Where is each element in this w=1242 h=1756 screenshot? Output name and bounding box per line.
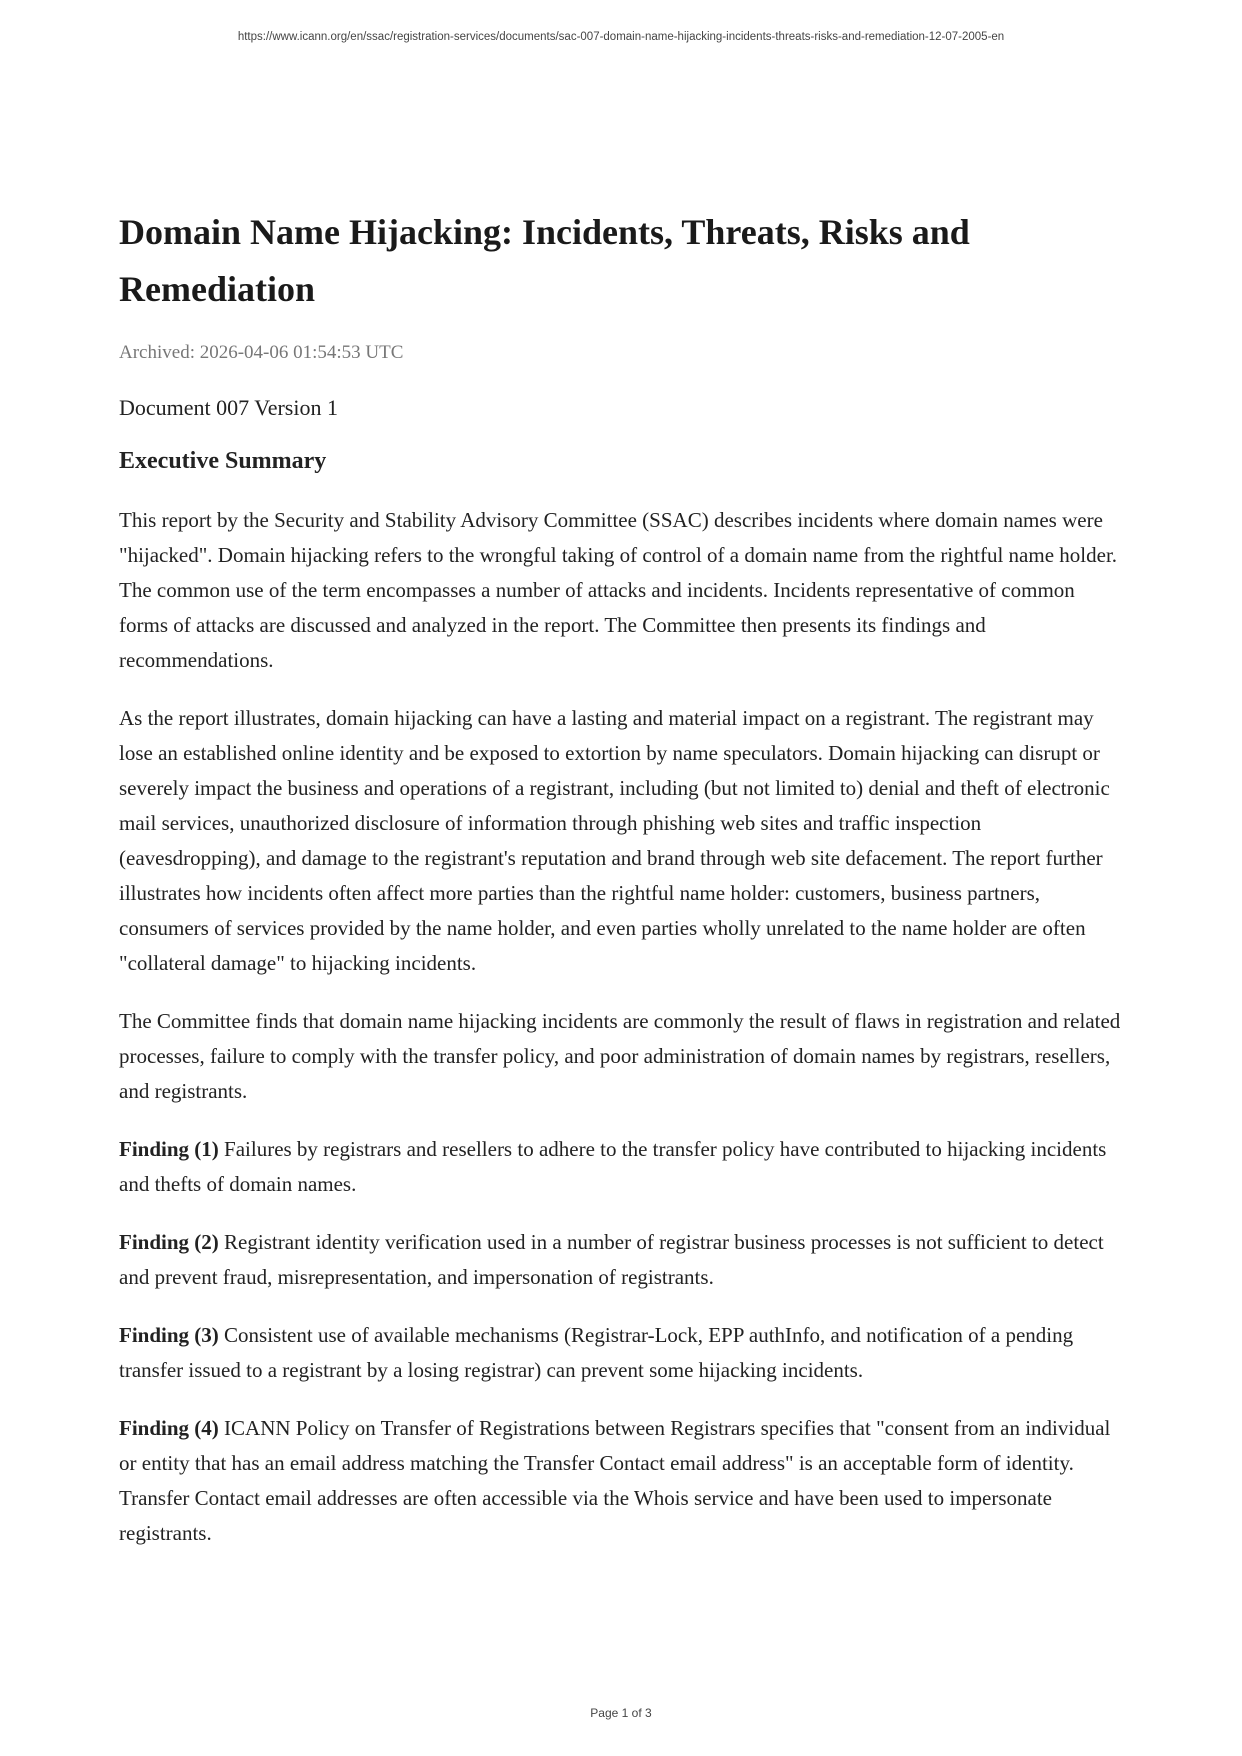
finding-label: Finding (2) — [119, 1230, 219, 1254]
paragraph: The Committee finds that domain name hijacking incidents are commonly the result of flaws in registration and related processes, failure to comply with the transfer policy, and poor administration of domain names by registrars, resellers, and registrants. — [119, 1009, 1121, 1103]
finding-4 — [119, 1411, 1125, 1551]
page-url-header: https://www.icann.org/en/ssac/registration-services/documents/sac-007-domain-name-hijacking-incidents-threats-risks-and-remediation-12-07-2005-en — [237, 31, 1005, 43]
finding-text: ICANN Policy on Transfer of Registrations between Registrars specifies that "consent from an individual or entity that has an email address matching the Transfer Contact email address" is an acceptable form of identity. Transfer Contact email addresses are often accessible via the Whois service and have been used to impersonate registrants. — [119, 1416, 1111, 1545]
document-title: Domain Name Hijacking: Incidents, Threats, Risks and Remediation — [119, 212, 970, 309]
document-body — [119, 204, 1125, 1551]
finding-text: Registrant identity verification used in a number of registrar business processes is not sufficient to detect and prevent fraud, misrepresentation, and impersonation of registrants. — [119, 1230, 1104, 1289]
finding-label: Finding (4) — [119, 1416, 219, 1440]
finding-1 — [119, 1132, 1125, 1202]
finding-label: Finding (1) — [119, 1137, 219, 1161]
finding-2 — [119, 1225, 1125, 1295]
finding-3 — [119, 1318, 1125, 1388]
archived-timestamp: Archived: 2026-04-06 01:54:53 UTC — [119, 342, 404, 363]
paragraph: This report by the Security and Stability Advisory Committee (SSAC) describes incidents where domain names were "hijacked". Domain hijacking refers to the wrongful taking of control of a domain name from the rightful name holder. The common use of the term encompasses a number of attacks and incidents. Incidents representative of common forms of attacks are discussed and analyzed in the report. The Committee then presents its findings and recommendations. — [119, 508, 1118, 672]
finding-label: Finding (3) — [119, 1323, 219, 1347]
paragraph: As the report illustrates, domain hijacking can have a lasting and material impact on a registrant. The registrant may lose an established online identity and be exposed to extortion by name speculators. Domain hijacking can disrupt or severely impact the business and operations of a registrant, including (but not limited to) denial and theft of electronic mail services, unauthorized disclosure of information through phishing web sites and traffic inspection (eavesdropping), and damage to the registrant's reputation and brand through web site defacement. The report further illustrates how incidents often affect more parties than the rightful name holder: customers, business partners, consumers of services provided by the name holder, and even parties wholly unrelated to the name holder are often "collateral damage" to hijacking incidents. — [119, 706, 1110, 975]
document-version: Document 007 Version 1 — [119, 395, 338, 420]
finding-text: Consistent use of available mechanisms (Registrar-Lock, EPP authInfo, and notification of a pending transfer issued to a registrant by a losing registrar) can prevent some hijacking incidents. — [119, 1323, 1074, 1382]
finding-text: Failures by registrars and resellers to adhere to the transfer policy have contributed to hijacking incidents and thefts of domain names. — [119, 1137, 1107, 1196]
page-number: Page 1 of 3 — [590, 1706, 652, 1720]
section-heading: Executive Summary — [119, 448, 327, 474]
